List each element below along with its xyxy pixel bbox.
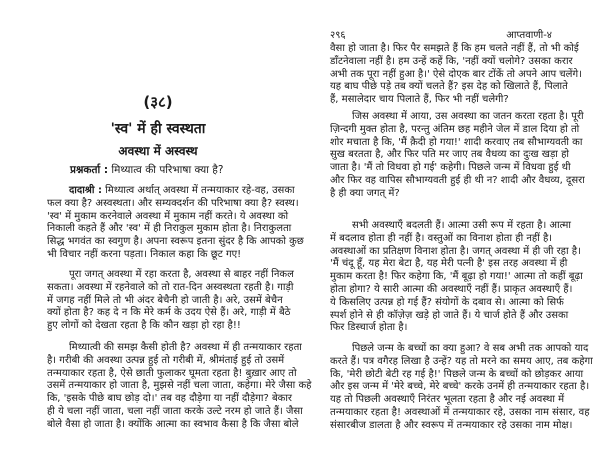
page-number: २९६: [330, 30, 346, 41]
line-text: सिद्ध भगवंत का स्वगुण है। अपना स्वरूप इतना सुंदर है कि आपको कुछ: [47, 236, 304, 248]
line-text: क्यों होता है? कह दे न कि मेरे कर्म के उदय ऐसे हैं। अरे, गाड़ी में बैठे: [47, 307, 291, 319]
line-text: यह बाघ पीछे पड़े तब क्यों चलते हैं? इस देह को खिलाते हैं, पिलाते: [330, 81, 568, 93]
text-line: [47, 185, 295, 198]
line-text: है ही क्या जगत् में?: [330, 187, 400, 199]
line-text: कि, 'इसके पीछे बाघ छोड़ दो।' तब वह दौड़ेगा या नहीं दौड़ेगा? बेकार: [47, 393, 293, 405]
line-text: है। गरीबी की अवस्था उत्पन्न हुई तो गरीबी में, श्रीमंताई हुई तो उसमें: [47, 354, 285, 366]
text-line: [330, 355, 593, 369]
text-line: [47, 236, 304, 249]
line-text: और फिर वह वापिस सौभाग्यवती हुई ही थी न? शादी और वैधव्य, दूसरा: [330, 174, 585, 186]
chapter-number: (३८): [143, 93, 173, 111]
line-text: में जगह नहीं मिले तो भी अंदर बेचैनी हो जाती है। अरे, उसमें बेचैन: [47, 294, 283, 306]
line-text: उसमें तन्मयाकार हो जाता है, मुझसे नहीं चला जाता, कहेगा। मेरे जैसा कहे: [47, 380, 312, 392]
line-text: तन्मयाकार रहता है! अवस्थाओं में तन्मयाकार रहे, उसका नाम संसार, वह: [330, 406, 590, 418]
line-text: सभी अवस्थाएँ बदलती हैं। आत्मा उसी रूप में रहता है। आत्मा: [352, 220, 572, 231]
line-text: पिछले जन्म के बच्चों का क्या हुआ? वे सब अभी तक आपको याद: [352, 343, 589, 354]
text-line: [330, 394, 565, 407]
text-line: [47, 393, 293, 406]
text-line: [47, 418, 299, 432]
paragraph: [330, 220, 583, 335]
line-text: मुकाम करता है! फिर कहेगा कि, 'मैं बूढ़ा हो गया!' आत्मा तो कहीं बूढ़ा: [330, 271, 583, 283]
text-line: [47, 269, 294, 282]
text-line: [330, 220, 572, 233]
line-text: सकता। अवस्था में रहनेवाले को तो रात-दिन अस्वस्थता रहती है। गाड़ी: [47, 281, 294, 293]
text-line: [330, 94, 552, 107]
right-page: [300, 0, 600, 463]
text-line: [330, 55, 573, 69]
line-text: यह तो पिछली अवस्थाएँ निरंतर भूलता रहता है और नई अवस्था में: [330, 394, 565, 406]
paragraph: [47, 185, 304, 262]
line-text: जिस अवस्था में आया, उस अवस्था का जतन करता रहता है। पूरी: [352, 111, 584, 122]
line-text: कि, 'मेरी छोटी बेटी रह गई है!' पिछले जन्म के बच्चों को छोड़कर आया: [330, 368, 584, 380]
text-line: [330, 43, 579, 56]
text-line: [330, 283, 573, 297]
line-text: ही ये चला नहीं जाता, चला नहीं जाता करके उल्टे नरम हो जाते हैं। जैसा: [47, 405, 303, 417]
speaker-label: दादाश्री :: [69, 185, 102, 196]
text-line: [47, 249, 269, 262]
text-line: [330, 322, 552, 335]
line-text: तन्मयाकार रहता है, ऐसे छाती फुलाकर घूमता रहता है! बुख़ार आए तो: [47, 367, 297, 379]
line-text: 'मैं चंदू हूँ, यह मेरा बेटा है, यह मेरी पत्नी है' इस तरह अवस्था में ही: [330, 258, 568, 270]
line-text: फल क्या है? अस्वस्थता। और सम्यक्दर्शन की परिभाषा क्या है? स्वस्थ।: [47, 197, 299, 209]
paragraph: [330, 343, 593, 433]
text-line: [47, 367, 297, 381]
line-text: सुख बरतता है, और फिर पति मर जाए तब वैधव्य का दुःख खड़ा हो: [330, 149, 569, 161]
line-text: ये किसलिए उत्पन्न हो गई हैं? संयोगों के दबाव से। आत्मा को सिर्फ: [330, 296, 564, 308]
text-line: [47, 380, 312, 393]
text-line: [47, 320, 269, 333]
question-text: मिथ्यात्व की परिभाषा क्या है?: [111, 164, 224, 176]
line-text: स्पर्श होने से ही कॉज़ेज़ खड़े हो जाते हैं। ये चार्ज होते हैं और उसका: [330, 309, 569, 321]
text-line: [330, 123, 580, 137]
line-text: मिथ्यात्वी की समझ कैसी होती है? अवस्था में ही तन्मयाकार रहता: [69, 342, 302, 353]
text-line: [330, 406, 590, 420]
text-line: [330, 271, 583, 284]
text-line: [47, 354, 285, 368]
text-line: [330, 343, 589, 356]
text-line: [330, 368, 584, 382]
line-text: हुए लोगों को देखता रहता है कि कौन खड़ा हो रहा है!!: [47, 320, 241, 332]
text-line: [47, 210, 289, 224]
text-line: [330, 174, 585, 188]
text-line: [330, 296, 564, 310]
text-line: [330, 258, 568, 271]
line-text: डाँटनेवाला नहीं है। हम उन्हें कहें कि, 'नहीं क्यों चलोगे? उसका करार: [330, 55, 573, 67]
questioner-label: प्रश्नकर्ता :: [70, 164, 109, 176]
line-text: अभी तक पूरा नहीं हुआ है।' ऐसे दोएक बार टोंकें तो अपने आप चलेंगे।: [330, 68, 582, 80]
paragraph: [330, 43, 582, 107]
text-line: [330, 162, 571, 175]
running-head: आप्तवाणी-४: [506, 30, 552, 41]
text-line: [330, 309, 569, 323]
line-text: जाता है। 'मैं तो विधवा हो गई' कहेगी। पिछले जन्म में विधवा हुई थी: [330, 162, 571, 174]
line-text: निकाली कहते हैं और 'स्व' में ही निराकुल मुकाम होता है। निराकुलता: [47, 223, 292, 235]
paragraph: [47, 342, 312, 432]
paragraph: [47, 269, 294, 333]
line-text: ज़िन्दगी मुक्त होता है, परन्तु अंतिम छह महीने जेल में डाल दिया हो तो: [330, 123, 580, 135]
section-subtitle: अवस्था में अस्वस्थ: [118, 144, 198, 158]
text-line: [330, 136, 583, 150]
text-line: [47, 281, 294, 295]
line-text: और इस जन्म में 'मेरे बच्चे, मेरे बच्चे' करके उनमें ही तन्मयाकार रहता है।: [330, 381, 590, 393]
line-text: संसारबीज डालता है और स्वरूप में तन्मयाकार रहे उसका नाम मोक्ष।: [330, 419, 573, 431]
text-line: [330, 149, 569, 162]
text-line: [330, 381, 590, 394]
text-line: [330, 111, 584, 124]
line-text: शोर मचाता है कि, 'मैं क़ैदी हो गया!' शादी करवाए तब सौभाग्यवती का: [330, 136, 583, 148]
line-text: फिर डिस्चार्ज होता है।: [330, 322, 408, 334]
line-text: वैसा हो जाता है। फिर पैर समझते हैं कि हम चलते नहीं हैं, तो भी कोई: [330, 43, 579, 54]
line-text: करते हैं। पत्र वगैरह लिखा है उन्हें? यह तो मरने का समय आए, तब कहेगा: [330, 355, 593, 367]
question: [70, 163, 223, 177]
text-line: [330, 68, 582, 82]
text-line: [47, 342, 302, 355]
line-text: भी विचार नहीं करना पड़ता। निकाल कहा कि छूट गए!: [47, 248, 242, 260]
text-line: [47, 197, 299, 211]
line-text: अवस्थाओं का प्रतिक्षण विनाश होता है। जगत् अवस्था में ही जी रहा है।: [330, 245, 581, 257]
text-line: [330, 245, 581, 259]
chapter-title: 'स्व' में ही स्वस्थता: [110, 121, 206, 137]
text-line: [330, 233, 552, 246]
line-text: 'स्व' में मुकाम करनेवाले अवस्था में मुकाम नहीं करते। ये अवस्था को: [47, 210, 289, 222]
text-line: [330, 188, 552, 201]
paragraph: [330, 111, 585, 201]
line-text: में बदलाव होता ही नहीं है। वस्तुओं का विनाश होता ही नहीं है।: [330, 232, 553, 244]
line-text: मिथ्यात्व अर्थात् अवस्था में तन्मयाकार रहे-वह, उसका: [105, 185, 295, 196]
text-line: [330, 419, 573, 433]
line-text: हैं, मसालेदार चाय पिलाते हैं, फिर भी नहीं चलेगी?: [330, 94, 509, 106]
text-line: [47, 223, 292, 236]
line-text: बोले वैसा हो जाता है। क्योंकि आत्मा का स्वभाव कैसा है कि जैसा बोले: [47, 418, 299, 430]
text-line: [47, 294, 283, 308]
line-text: पूरा जगत् अवस्था में रहा करता है, अवस्था से बाहर नहीं निकल: [69, 269, 294, 280]
text-line: [330, 81, 568, 94]
text-line: [47, 307, 291, 320]
text-line: [47, 405, 303, 419]
line-text: होता होगा? ये सारी आत्मा की अवस्थाएँ नहीं हैं। प्राकृत अवस्थाएँ हैं।: [330, 283, 573, 295]
